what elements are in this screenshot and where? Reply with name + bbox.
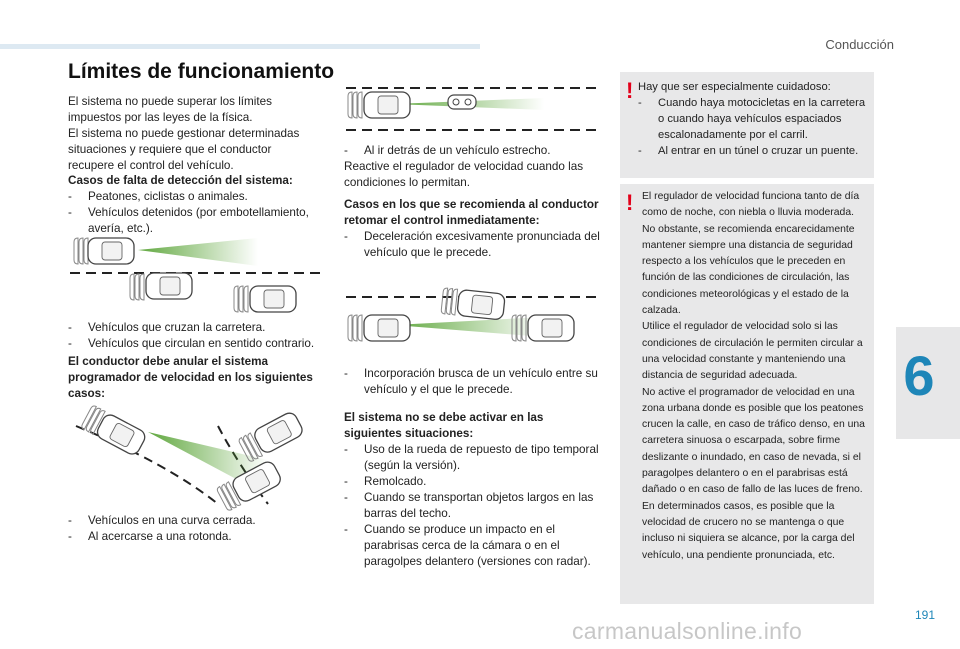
car-icon	[234, 286, 296, 312]
list-item: - Al entrar en un túnel o cruzar un puente.	[638, 145, 859, 157]
note-paragraph: No active el programador de velocidad en una zona urbana donde es posible que los peatones crucen la calle, en caso de tráfico denso, en una carretera sinuosa o escarpada, sobre firme deslizante o inundado, en caso de nevada, si el paragolpes delantero o en el parabrisas está dañado o en caso de fallo de las luces de freno.	[642, 386, 865, 496]
watermark: carmanualsonline.info	[572, 618, 803, 644]
note-paragraph: Utilice el regulador de velocidad solo si las condiciones de circulación le permiten circular a una velocidad constante y manteniendo una distancia de seguridad adecuada.	[642, 321, 863, 382]
motorcycle-icon	[448, 95, 476, 109]
narrow-vehicle-illustration	[344, 82, 598, 136]
car-icon	[441, 288, 505, 320]
page-title: Límites de funcionamiento	[68, 60, 335, 83]
crossing-block	[68, 320, 330, 352]
page-number: 191	[914, 608, 935, 622]
intro-paragraph: El sistema no puede superar los límites impuestos por las leyes de la física.	[68, 95, 272, 124]
list-item: - Uso de la rueda de repuesto de tipo temporal (según la versión).	[344, 443, 599, 472]
note-paragraph: El regulador de velocidad funciona tanto de día como de noche, con niebla o lluvia moderada.	[642, 191, 860, 219]
list-item: - Remolcado.	[344, 475, 427, 488]
narrow-block	[344, 143, 600, 191]
list-item: - Incorporación brusca de un vehículo entre su vehículo y el que le precede.	[344, 367, 598, 396]
list-item: - Cuando se transportan objetos largos en las barras del techo.	[344, 491, 594, 520]
detection-block	[68, 173, 330, 237]
section-title: Conducción	[825, 37, 894, 52]
list-item: - Al acercarse a una rotonda.	[68, 530, 232, 543]
list-item: - Al ir detrás de un vehículo estrecho.	[344, 144, 551, 157]
chapter-tab	[896, 327, 960, 439]
regulator-text	[642, 189, 872, 564]
recommend-block	[344, 197, 600, 261]
stopped-vehicles-illustration	[68, 236, 328, 318]
caution-intro: Hay que ser especialmente cuidadoso:	[638, 81, 831, 93]
note-paragraph: En determinados casos, es posible que la velocidad de crucero no se mantenga o que incluso ni siquiera se alcance, por la carga del vehículo, una pendiente pronunciada, etc.	[642, 500, 855, 561]
detection-heading: Casos de falta de detección del sistema:	[68, 174, 293, 187]
no-activate-block	[344, 410, 600, 570]
recommend-heading: Casos en los que se recomienda al conductor retomar el control inmediatamente:	[344, 198, 599, 227]
car-icon	[512, 315, 574, 341]
car-icon	[348, 315, 410, 341]
narrow-after-text: Reactive el regulador de velocidad cuando las condiciones lo permitan.	[344, 160, 584, 189]
list-item: - Cuando se produce un impacto en el parabrisas cerca de la cámara o en el paragolpes delantero (versiones con radar).	[344, 523, 591, 568]
car-icon	[81, 405, 148, 457]
list-item: - Vehículos que circulan en sentido contrario.	[68, 337, 315, 350]
header-bar	[0, 44, 480, 49]
no-activate-heading: El sistema no se debe activar en las siguientes situaciones:	[344, 411, 544, 440]
cancel-heading: El conductor debe anular el sistema programador de velocidad en los siguientes casos:	[68, 355, 313, 400]
merge-illustration	[344, 285, 598, 349]
warning-icon: !	[626, 78, 634, 103]
car-icon	[238, 410, 305, 462]
chapter-number: 6	[903, 344, 935, 407]
intro-text	[68, 94, 318, 174]
car-icon	[74, 238, 134, 264]
list-item: - Vehículos detenidos (por embotellamiento, avería, etc.).	[68, 206, 309, 235]
list-item: - Peatones, ciclistas o animales.	[68, 190, 248, 203]
list-item: - Deceleración excesivamente pronunciada del vehículo que le precede.	[344, 230, 600, 259]
car-icon	[130, 273, 192, 300]
list-item: - Cuando haya motocicletas en la carretera o cuando haya vehículos espaciados escalonadamente por el carril.	[638, 97, 866, 141]
regulator-note	[620, 184, 874, 604]
caution-text	[638, 79, 870, 159]
curve-illustration	[68, 404, 328, 508]
intro-paragraph: El sistema no puede gestionar determinadas situaciones y requiere que el conductor recupere el control del vehículo.	[68, 127, 300, 172]
list-item: - Vehículos que cruzan la carretera.	[68, 321, 266, 334]
caution-note	[620, 72, 874, 178]
curve-block	[68, 513, 330, 545]
merge-block	[344, 366, 600, 398]
car-icon	[348, 92, 410, 118]
warning-icon: !	[626, 190, 634, 215]
list-item: - Vehículos en una curva cerrada.	[68, 514, 256, 527]
note-paragraph: No obstante, se recomienda encarecidamente mantener siempre una distancia de seguridad respecto a los vehículos que le preceden en función de las condiciones de circulación, las condiciones meteorológicas y el estado de la calzada.	[642, 223, 855, 317]
